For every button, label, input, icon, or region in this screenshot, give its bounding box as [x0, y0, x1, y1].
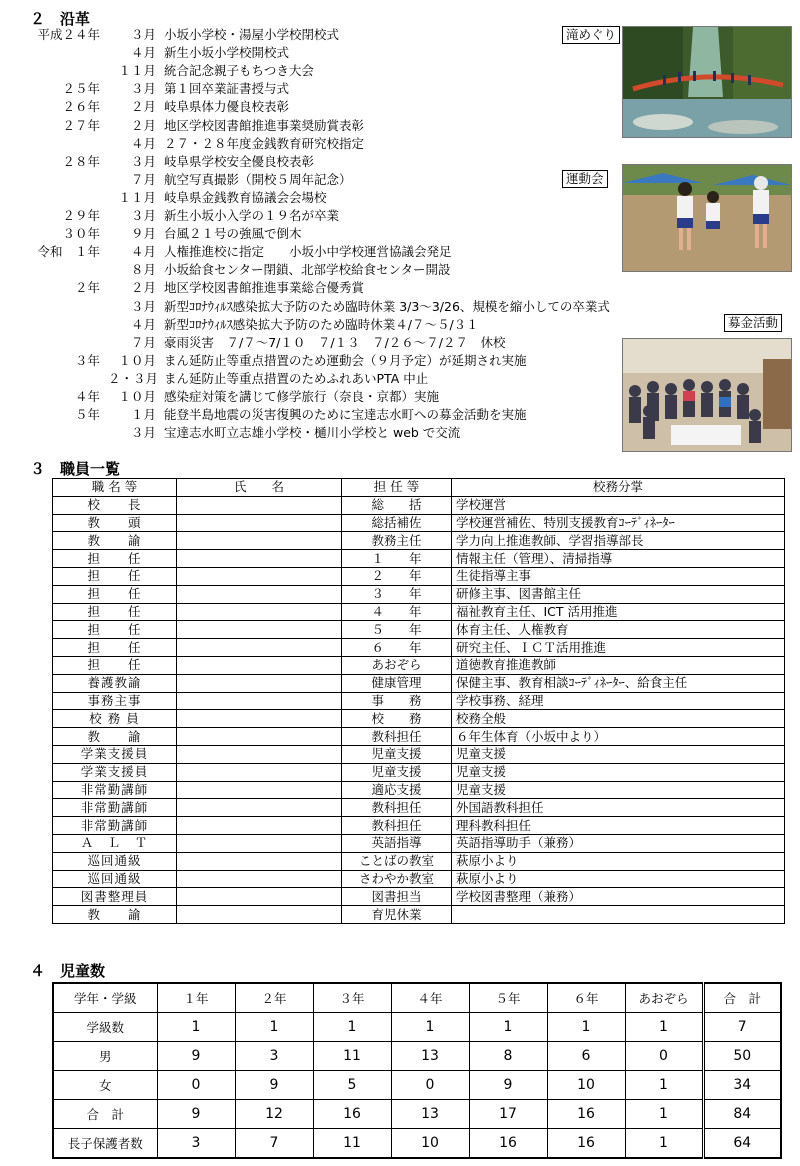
- staff-row: [53, 674, 785, 692]
- staff-position: 担 任: [53, 603, 177, 621]
- students-value: 16: [547, 1100, 625, 1129]
- students-value: 16: [547, 1129, 625, 1159]
- students-header-cell: ３年: [313, 983, 391, 1013]
- staff-position: 巡回通級: [53, 852, 177, 870]
- history-month: ２月: [130, 99, 156, 115]
- staff-name: [177, 496, 342, 514]
- students-row: [53, 1071, 781, 1100]
- staff-row: [53, 781, 785, 799]
- history-event: 小坂給食センター閉鎖、北部学校給食センター開設: [164, 262, 451, 278]
- history-month: ２月: [130, 117, 156, 133]
- students-value: 1: [547, 1013, 625, 1042]
- students-title: ４ 児童数: [30, 962, 106, 980]
- staff-name: [177, 852, 342, 870]
- waterfall-photo: [622, 26, 792, 138]
- history-event: 台風２１号の強風で倒木: [164, 226, 302, 242]
- history-event: 新生小坂小入学の１９名が卒業: [164, 208, 340, 223]
- staff-header-position: 職 名 等: [53, 479, 177, 497]
- staff-name: [177, 728, 342, 746]
- history-title: ２ 沿革: [30, 10, 91, 28]
- staff-row: [53, 550, 785, 568]
- history-event: 人権推進校に指定 小坂小中学校運営協議会発足: [164, 244, 452, 260]
- staff-duty: 学力向上推進教師、学習指導部長: [452, 532, 785, 550]
- staff-position: 教 諭: [53, 906, 177, 924]
- history-year: 令和 １年: [37, 244, 100, 260]
- staff-duty: 理科教科担任: [452, 817, 785, 835]
- staff-name: [177, 585, 342, 603]
- students-value: 1: [391, 1013, 469, 1042]
- history-year: ２６年: [62, 99, 100, 115]
- staff-header-duty: 校務分掌: [452, 479, 785, 497]
- staff-duty: 校務全般: [452, 710, 785, 728]
- staff-duty: 研究主任、ＩＣＴ活用推進: [452, 639, 785, 657]
- history-month: １１月: [118, 189, 156, 205]
- history-year: ４年: [74, 389, 100, 404]
- history-month: ４月: [130, 244, 156, 260]
- students-value: 12: [235, 1100, 313, 1129]
- history-month: ４月: [130, 135, 156, 151]
- staff-position: 担 任: [53, 621, 177, 639]
- history-month: ２・３月: [108, 370, 159, 386]
- staff-assignment: 教務主任: [342, 532, 452, 550]
- students-value: 16: [313, 1100, 391, 1129]
- staff-assignment: ４ 年: [342, 603, 452, 621]
- students-value: 11: [313, 1042, 391, 1071]
- staff-assignment: 事 務: [342, 692, 452, 710]
- staff-position: 担 任: [53, 585, 177, 603]
- history-month: １月: [130, 407, 156, 423]
- students-row-label: 女: [53, 1071, 157, 1100]
- staff-assignment: 適応支援: [342, 781, 452, 799]
- students-value: 9: [469, 1071, 547, 1100]
- history-event: 小坂小学校・湯屋小学校閉校式: [164, 27, 340, 42]
- students-value: 9: [235, 1071, 313, 1100]
- students-value: 6: [547, 1042, 625, 1071]
- students-row-label: 学級数: [53, 1013, 157, 1042]
- history-month: ２月: [130, 280, 156, 296]
- staff-row: [53, 834, 785, 852]
- staff-name: [177, 514, 342, 532]
- staff-header-row: [53, 479, 785, 497]
- students-value: 1: [625, 1071, 703, 1100]
- students-value: 10: [391, 1129, 469, 1159]
- staff-position: 担 任: [53, 656, 177, 674]
- staff-position: 非常勤講師: [53, 817, 177, 835]
- students-value: 34: [703, 1071, 781, 1100]
- students-value: 0: [391, 1071, 469, 1100]
- staff-table: [52, 478, 785, 924]
- staff-header-assignment: 担 任 等: [342, 479, 452, 497]
- students-row-label: 長子保護者数: [53, 1129, 157, 1159]
- staff-title: ３ 職員一覧: [30, 460, 121, 478]
- staff-duty: 情報主任（管理）、清掃指導: [452, 550, 785, 568]
- staff-row: [53, 852, 785, 870]
- staff-name: [177, 550, 342, 568]
- students-value: 13: [391, 1042, 469, 1071]
- history-event: 新生小坂小学校開校式: [164, 45, 290, 61]
- staff-duty: 学校運営: [452, 496, 785, 514]
- staff-name: [177, 834, 342, 852]
- history-event: 岐阜県金銭教育協議会会場校: [164, 189, 327, 205]
- students-header-cell: 学年・学級: [53, 983, 157, 1013]
- staff-position: 校 長: [53, 496, 177, 514]
- staff-row: [53, 817, 785, 835]
- staff-assignment: 児童支援: [342, 745, 452, 763]
- students-header-cell: ４年: [391, 983, 469, 1013]
- fundraising-photo: [622, 338, 792, 452]
- staff-name: [177, 906, 342, 924]
- staff-assignment: 総括補佐: [342, 514, 452, 532]
- history-year: ２８年: [62, 153, 100, 169]
- students-value: 1: [235, 1013, 313, 1042]
- history-year: ５年: [74, 407, 100, 423]
- history-month: ４月: [130, 316, 156, 332]
- staff-assignment: 英語指導: [342, 834, 452, 852]
- history-month: ８月: [130, 262, 156, 278]
- staff-duty: 英語指導助手（兼務）: [452, 834, 785, 852]
- photo-label-waterfall: 滝めぐり: [562, 26, 620, 44]
- students-value: 0: [157, 1071, 235, 1100]
- staff-position: Ａ Ｌ Ｔ: [53, 834, 177, 852]
- staff-name: [177, 567, 342, 585]
- staff-row: [53, 603, 785, 621]
- staff-row: [53, 745, 785, 763]
- staff-position: 事務主事: [53, 692, 177, 710]
- history-year: ２年: [74, 280, 100, 296]
- staff-row: [53, 870, 785, 888]
- students-header-cell: ６年: [547, 983, 625, 1013]
- students-value: 1: [625, 1013, 703, 1042]
- students-header-cell: ２年: [235, 983, 313, 1013]
- students-row: [53, 1100, 781, 1129]
- staff-position: 学業支援員: [53, 763, 177, 781]
- history-month: ３月: [130, 425, 156, 441]
- staff-assignment: 教科担任: [342, 817, 452, 835]
- staff-row: [53, 728, 785, 746]
- history-year: ３年: [74, 352, 100, 368]
- staff-row: [53, 532, 785, 550]
- staff-position: 担 任: [53, 567, 177, 585]
- staff-row: [53, 906, 785, 924]
- staff-position: 図書整理員: [53, 888, 177, 906]
- staff-assignment: さわやか教室: [342, 870, 452, 888]
- photo-label-sports-day: 運動会: [562, 170, 608, 188]
- students-header-cell: ５年: [469, 983, 547, 1013]
- history-event: 地区学校図書館推進事業総合優秀賞: [164, 280, 365, 296]
- staff-assignment: 総 括: [342, 496, 452, 514]
- staff-position: 担 任: [53, 639, 177, 657]
- staff-assignment: ５ 年: [342, 621, 452, 639]
- staff-name: [177, 603, 342, 621]
- staff-assignment: 教科担任: [342, 799, 452, 817]
- staff-name: [177, 621, 342, 639]
- students-value: 3: [235, 1042, 313, 1071]
- staff-assignment: 健康管理: [342, 674, 452, 692]
- staff-position: 学業支援員: [53, 745, 177, 763]
- staff-duty: [452, 906, 785, 924]
- history-year: ２７年: [62, 117, 100, 133]
- staff-name: [177, 781, 342, 799]
- staff-duty: 外国語教科担任: [452, 799, 785, 817]
- staff-duty: 保健主事、教育相談ｺｰﾃﾞｨﾈｰﾀｰ、給食主任: [452, 674, 785, 692]
- staff-name: [177, 888, 342, 906]
- staff-duty: 児童支援: [452, 745, 785, 763]
- staff-position: 教 諭: [53, 532, 177, 550]
- staff-name: [177, 710, 342, 728]
- students-header-cell: あおぞら: [625, 983, 703, 1013]
- staff-duty: 学校事務、経理: [452, 692, 785, 710]
- staff-position: 教 頭: [53, 514, 177, 532]
- history-month: ３月: [130, 81, 156, 97]
- history-month: ３月: [130, 153, 156, 169]
- students-row-label: 男: [53, 1042, 157, 1071]
- students-row: [53, 1013, 781, 1042]
- staff-duty: 体育主任、人権教育: [452, 621, 785, 639]
- staff-assignment: 教科担任: [342, 728, 452, 746]
- staff-duty: 萩原小より: [452, 870, 785, 888]
- staff-name: [177, 817, 342, 835]
- history-event: 新型ｺﾛﾅｳｨﾙｽ感染拡大予防のため臨時休業 3/3～3/26、規模を縮小しての卒業式: [164, 298, 610, 314]
- history-event: 新型ｺﾛﾅｳｨﾙｽ感染拡大予防のため臨時休業４/７～５/３１: [164, 316, 479, 332]
- students-value: 11: [313, 1129, 391, 1159]
- students-table: [52, 982, 782, 1159]
- staff-assignment: 育児休業: [342, 906, 452, 924]
- students-row: [53, 1042, 781, 1071]
- staff-duty: 児童支援: [452, 763, 785, 781]
- history-month: ３月: [130, 27, 156, 42]
- history-event: 航空写真撮影（開校５周年記念）: [164, 171, 352, 187]
- history-month: １０月: [118, 352, 156, 368]
- students-value: 1: [469, 1013, 547, 1042]
- staff-position: 担 任: [53, 550, 177, 568]
- history-month: ７月: [130, 334, 156, 350]
- history-year: ３０年: [62, 226, 100, 242]
- staff-row: [53, 656, 785, 674]
- history-event: 宝達志水町立志雄小学校・樋川小学校と web で交流: [164, 425, 461, 441]
- staff-row: [53, 621, 785, 639]
- students-value: 50: [703, 1042, 781, 1071]
- staff-name: [177, 763, 342, 781]
- students-value: 7: [703, 1013, 781, 1042]
- staff-duty: 道徳教育推進教師: [452, 656, 785, 674]
- students-value: 7: [235, 1129, 313, 1159]
- history-event: 地区学校図書館推進事業奨励賞表彰: [164, 117, 365, 133]
- students-value: 10: [547, 1071, 625, 1100]
- students-value: 1: [157, 1013, 235, 1042]
- staff-row: [53, 692, 785, 710]
- students-value: 3: [157, 1129, 235, 1159]
- history-month: ３月: [130, 298, 156, 314]
- staff-row: [53, 710, 785, 728]
- students-header-cell: 合 計: [703, 983, 781, 1013]
- history-event: まん延防止等重点措置のためふれあいPTA 中止: [164, 370, 429, 386]
- staff-duty: ６年生体育（小坂中より）: [452, 728, 785, 746]
- students-value: 9: [157, 1100, 235, 1129]
- history-year: ２９年: [62, 208, 100, 223]
- staff-name: [177, 532, 342, 550]
- students-value: 13: [391, 1100, 469, 1129]
- staff-duty: 萩原小より: [452, 852, 785, 870]
- sports-day-photo: [622, 164, 792, 272]
- staff-position: 巡回通級: [53, 870, 177, 888]
- history-month: １０月: [118, 389, 156, 404]
- staff-name: [177, 674, 342, 692]
- students-value: 1: [625, 1129, 703, 1159]
- history-event: 豪雨災害 ７/７～7/１０ ７/１３ ７/２６～７/２７ 休校: [164, 334, 506, 350]
- staff-duty: 生徒指導主事: [452, 567, 785, 585]
- staff-row: [53, 585, 785, 603]
- staff-row: [53, 514, 785, 532]
- history-month: ４月: [130, 45, 156, 61]
- history-event: ２７・２８年度金銭教育研究校指定: [164, 135, 365, 151]
- students-value: 84: [703, 1100, 781, 1129]
- history-year: ２５年: [62, 81, 100, 97]
- students-value: 17: [469, 1100, 547, 1129]
- staff-name: [177, 870, 342, 888]
- history-event: 統合記念親子もちつき大会: [164, 63, 314, 79]
- staff-row: [53, 888, 785, 906]
- staff-header-name: 氏 名: [177, 479, 342, 497]
- history-month: １１月: [118, 63, 156, 79]
- staff-assignment: 図書担当: [342, 888, 452, 906]
- staff-name: [177, 745, 342, 763]
- staff-position: 非常勤講師: [53, 799, 177, 817]
- staff-position: 教 諭: [53, 728, 177, 746]
- staff-assignment: ２ 年: [342, 567, 452, 585]
- history-event: 第１回卒業証書授与式: [164, 81, 290, 97]
- staff-assignment: 校 務: [342, 710, 452, 728]
- history-event: 感染症対策を講じて修学旅行（奈良・京都）実施: [164, 389, 440, 404]
- students-value: 0: [625, 1042, 703, 1071]
- staff-duty: 児童支援: [452, 781, 785, 799]
- staff-duty: 学校図書整理（兼務）: [452, 888, 785, 906]
- history-event: まん延防止等重点措置のため運動会（９月予定）が延期され実施: [164, 352, 527, 368]
- history-month: ７月: [130, 171, 156, 187]
- students-value: 64: [703, 1129, 781, 1159]
- staff-row: [53, 763, 785, 781]
- staff-name: [177, 639, 342, 657]
- staff-position: 養護教諭: [53, 674, 177, 692]
- staff-assignment: ことばの教室: [342, 852, 452, 870]
- students-value: 1: [625, 1100, 703, 1129]
- students-value: 5: [313, 1071, 391, 1100]
- students-row: [53, 1129, 781, 1159]
- history-month: ３月: [130, 208, 156, 223]
- photo-label-fundraising: 募金活動: [724, 314, 782, 332]
- students-value: 8: [469, 1042, 547, 1071]
- history-event: 能登半島地震の災害復興のために宝達志水町への募金活動を実施: [164, 407, 527, 423]
- staff-name: [177, 656, 342, 674]
- history-event: 岐阜県学校安全優良校表彰: [164, 153, 315, 169]
- staff-row: [53, 799, 785, 817]
- students-header-row: [53, 983, 781, 1013]
- staff-assignment: 児童支援: [342, 763, 452, 781]
- students-row-label: 合 計: [53, 1100, 157, 1129]
- staff-name: [177, 799, 342, 817]
- history-month: ９月: [130, 226, 156, 242]
- staff-assignment: ３ 年: [342, 585, 452, 603]
- history-event: 岐阜県体力優良校表彰: [164, 99, 290, 115]
- students-value: 1: [313, 1013, 391, 1042]
- students-value: 9: [157, 1042, 235, 1071]
- staff-row: [53, 639, 785, 657]
- staff-name: [177, 692, 342, 710]
- staff-row: [53, 567, 785, 585]
- staff-duty: 研修主事、図書館主任: [452, 585, 785, 603]
- staff-row: [53, 496, 785, 514]
- students-header-cell: １年: [157, 983, 235, 1013]
- staff-assignment: あおぞら: [342, 656, 452, 674]
- staff-duty: 学校運営補佐、特別支援教育ｺｰﾃﾞｨﾈｰﾀｰ: [452, 514, 785, 532]
- students-value: 16: [469, 1129, 547, 1159]
- staff-assignment: １ 年: [342, 550, 452, 568]
- staff-position: 校 務 員: [53, 710, 177, 728]
- staff-assignment: ６ 年: [342, 639, 452, 657]
- staff-position: 非常勤講師: [53, 781, 177, 799]
- staff-duty: 福祉教育主任、ICT 活用推進: [452, 603, 785, 621]
- history-year: 平成２４年: [37, 27, 100, 42]
